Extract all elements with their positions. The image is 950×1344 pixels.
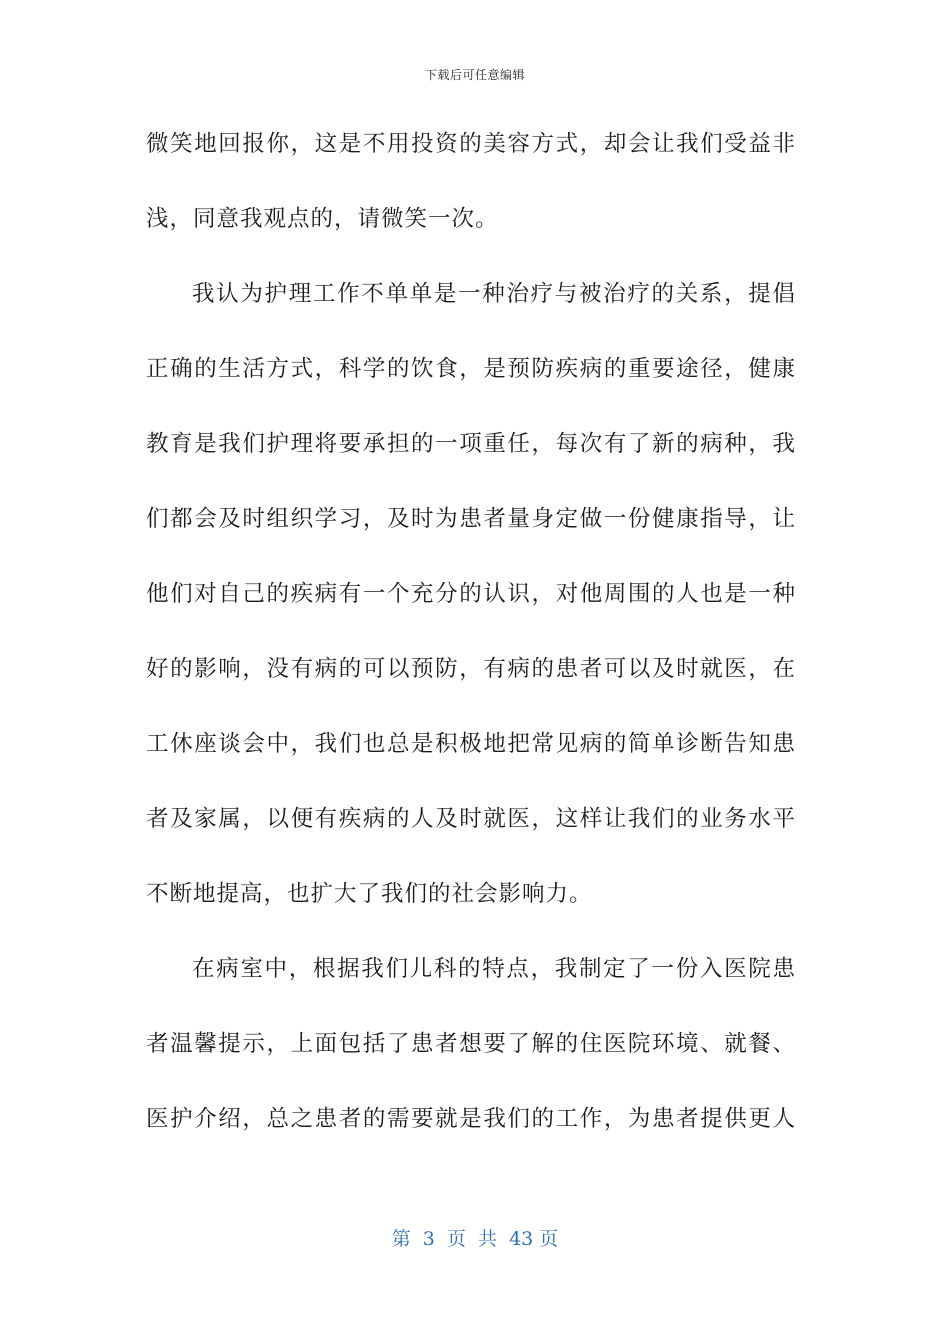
footer-ye: 页	[446, 1228, 466, 1250]
text-line: 微笑地回报你，这是不用投资的美容方式，却会让我们受益非	[146, 131, 796, 157]
footer-gong: 共	[478, 1228, 498, 1250]
text-line: 们都会及时组织学习，及时为患者量身定做一份健康指导，让	[146, 506, 796, 532]
text-line: 教育是我们护理将要承担的一项重任，每次有了新的病种，我	[146, 431, 796, 457]
text-line: 浅，同意我观点的，请微笑一次。	[146, 206, 499, 232]
footer-di: 第	[391, 1228, 411, 1250]
text-line: 好的影响，没有病的可以预防，有病的患者可以及时就医，在	[146, 656, 796, 682]
document-body	[146, 107, 796, 1157]
footer-page-number: 3	[422, 1228, 435, 1250]
footer-total-pages: 43	[509, 1228, 534, 1250]
header-note: 下载后可任意编辑	[424, 68, 525, 82]
text-line: 者温馨提示，上面包括了患者想要了解的住医院环境、就餐、	[146, 1031, 796, 1057]
text-line: 者及家属，以便有疾病的人及时就医，这样让我们的业务水平	[146, 806, 796, 832]
footer-ye-end: 页	[539, 1228, 559, 1250]
text-line: 他们对自己的疾病有一个充分的认识，对他周围的人也是一种	[146, 581, 796, 607]
text-line: 医护介绍，总之患者的需要就是我们的工作，为患者提供更人	[146, 1106, 796, 1132]
text-line: 不断地提高，也扩大了我们的社会影响力。	[146, 881, 593, 907]
text-line: 正确的生活方式，科学的饮食，是预防疾病的重要途径，健康	[146, 356, 796, 382]
text-line: 工休座谈会中，我们也总是积极地把常见病的简单诊断告知患	[146, 731, 796, 757]
text-line: 在病室中，根据我们儿科的特点，我制定了一份入医院患	[192, 956, 796, 982]
text-line: 我认为护理工作不单单是一种治疗与被治疗的关系，提倡	[192, 281, 796, 307]
page-footer	[0, 1224, 950, 1251]
